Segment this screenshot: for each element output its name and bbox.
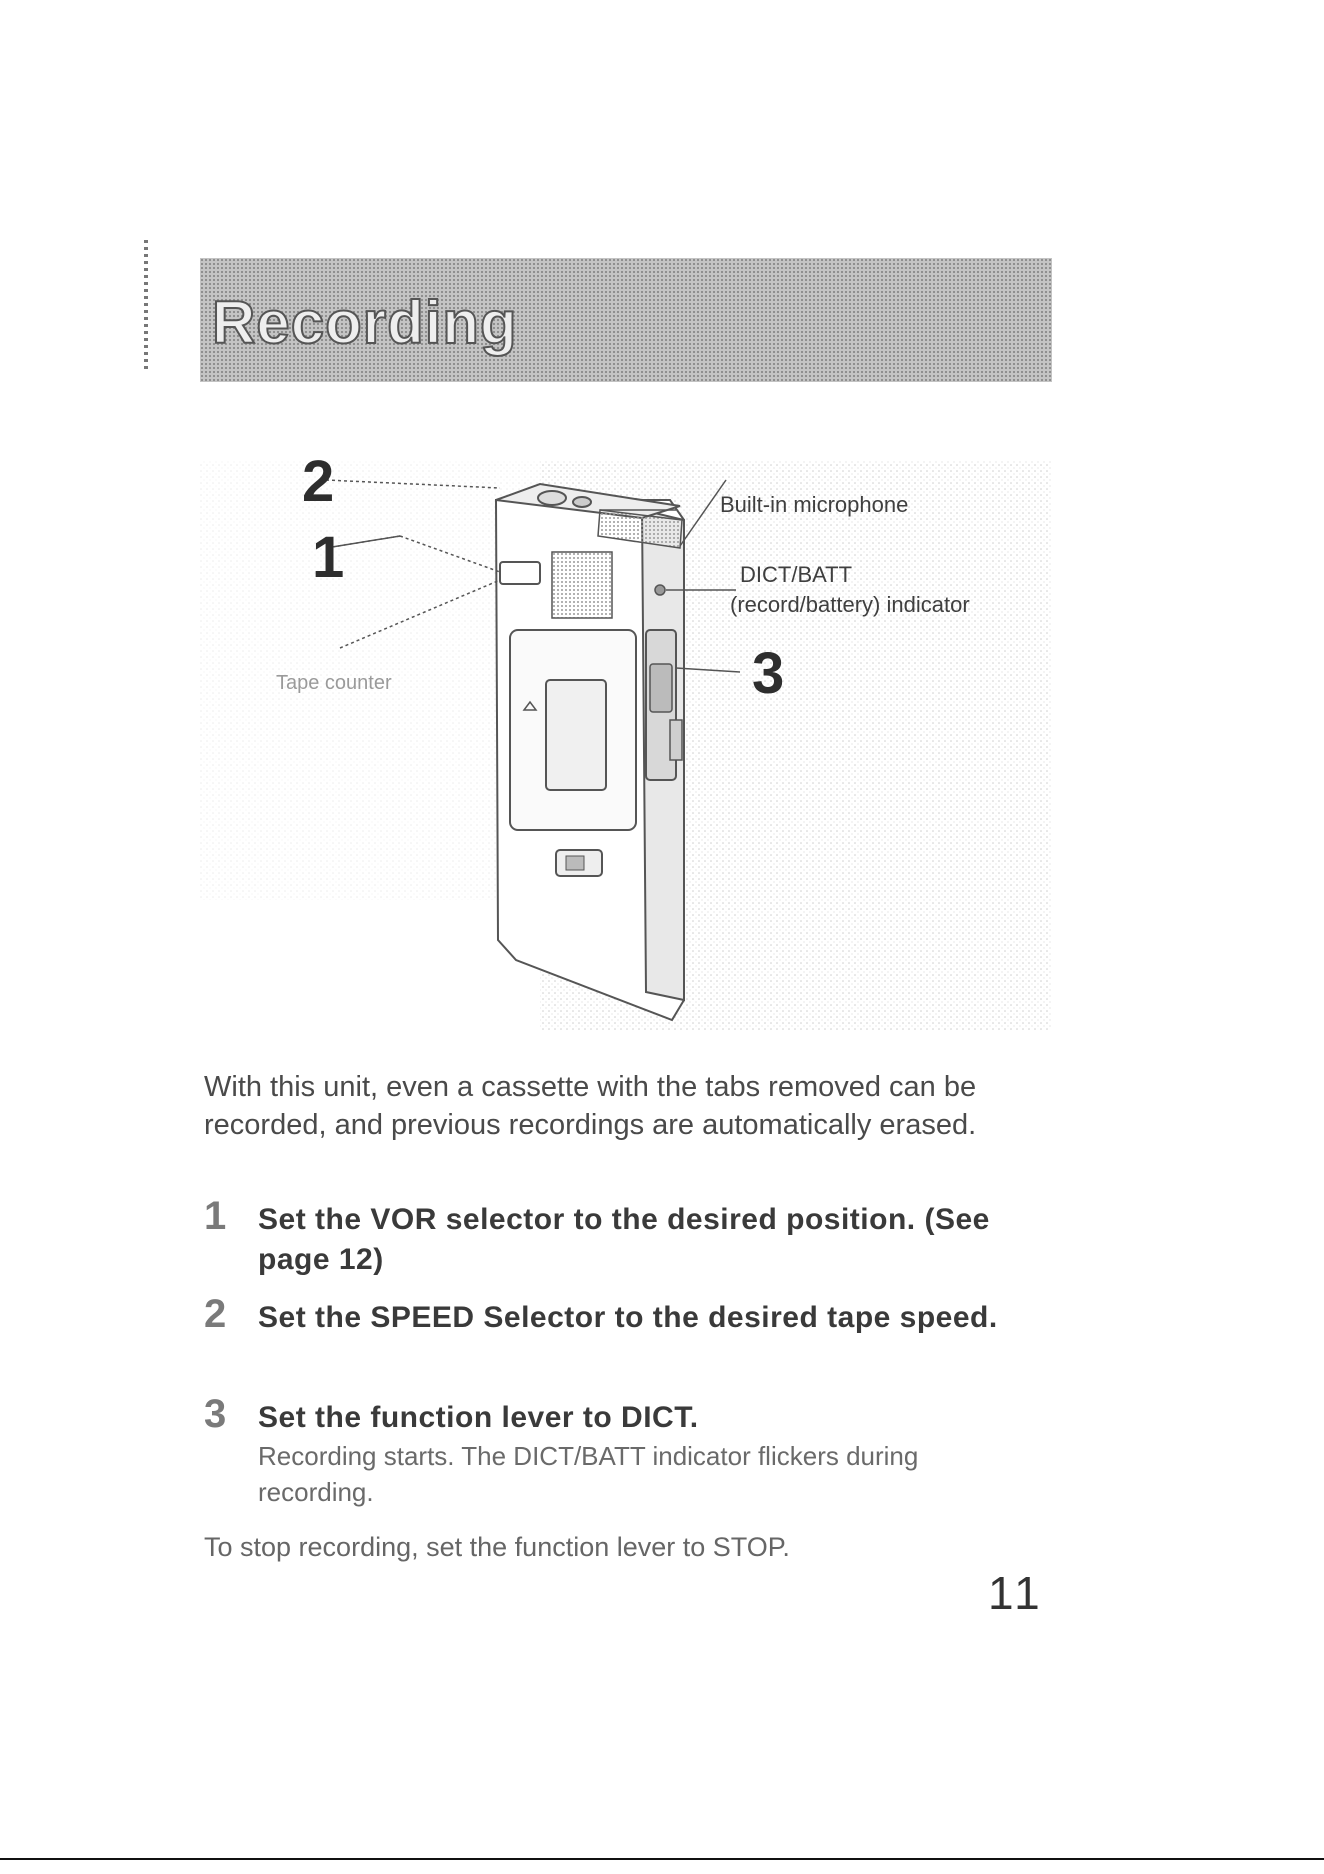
indicator-label-line2: (record/battery) indicator xyxy=(730,592,970,617)
step-body: Recording starts. The DICT/BATT indicator flickers during recording. xyxy=(258,1441,919,1507)
step-number: 1 xyxy=(204,1194,227,1238)
callout-1: 1 xyxy=(312,525,345,590)
intro-paragraph: With this unit, even a cassette with the tabs removed can be recorded, and previous recordings are automatically erased. xyxy=(204,1071,977,1141)
callout-3: 3 xyxy=(752,641,785,706)
step-heading: Set the VOR selector to the desired position. (See page 12) xyxy=(258,1203,990,1276)
page-number: 11 xyxy=(988,1567,1044,1619)
indicator-label-line1: DICT/BATT xyxy=(740,562,853,587)
stop-note: To stop recording, set the function lever to STOP. xyxy=(204,1532,790,1562)
step-heading: Set the SPEED Selector to the desired tape speed. xyxy=(258,1301,998,1334)
step-number: 2 xyxy=(204,1292,227,1336)
step-1 xyxy=(204,1194,1024,1280)
section-banner xyxy=(200,258,1052,382)
page-title: Recording xyxy=(212,289,518,356)
step-3 xyxy=(204,1392,1024,1510)
step-heading: Set the function lever to DICT. xyxy=(258,1401,699,1434)
callout-2: 2 xyxy=(302,449,335,514)
recorder-illustration xyxy=(200,440,1052,1040)
step-number: 3 xyxy=(204,1392,227,1436)
microphone-label: Built-in microphone xyxy=(720,492,909,517)
step-2 xyxy=(204,1292,1024,1338)
binding-edge-marks xyxy=(144,240,148,370)
tape-counter-label: Tape counter xyxy=(276,672,392,694)
